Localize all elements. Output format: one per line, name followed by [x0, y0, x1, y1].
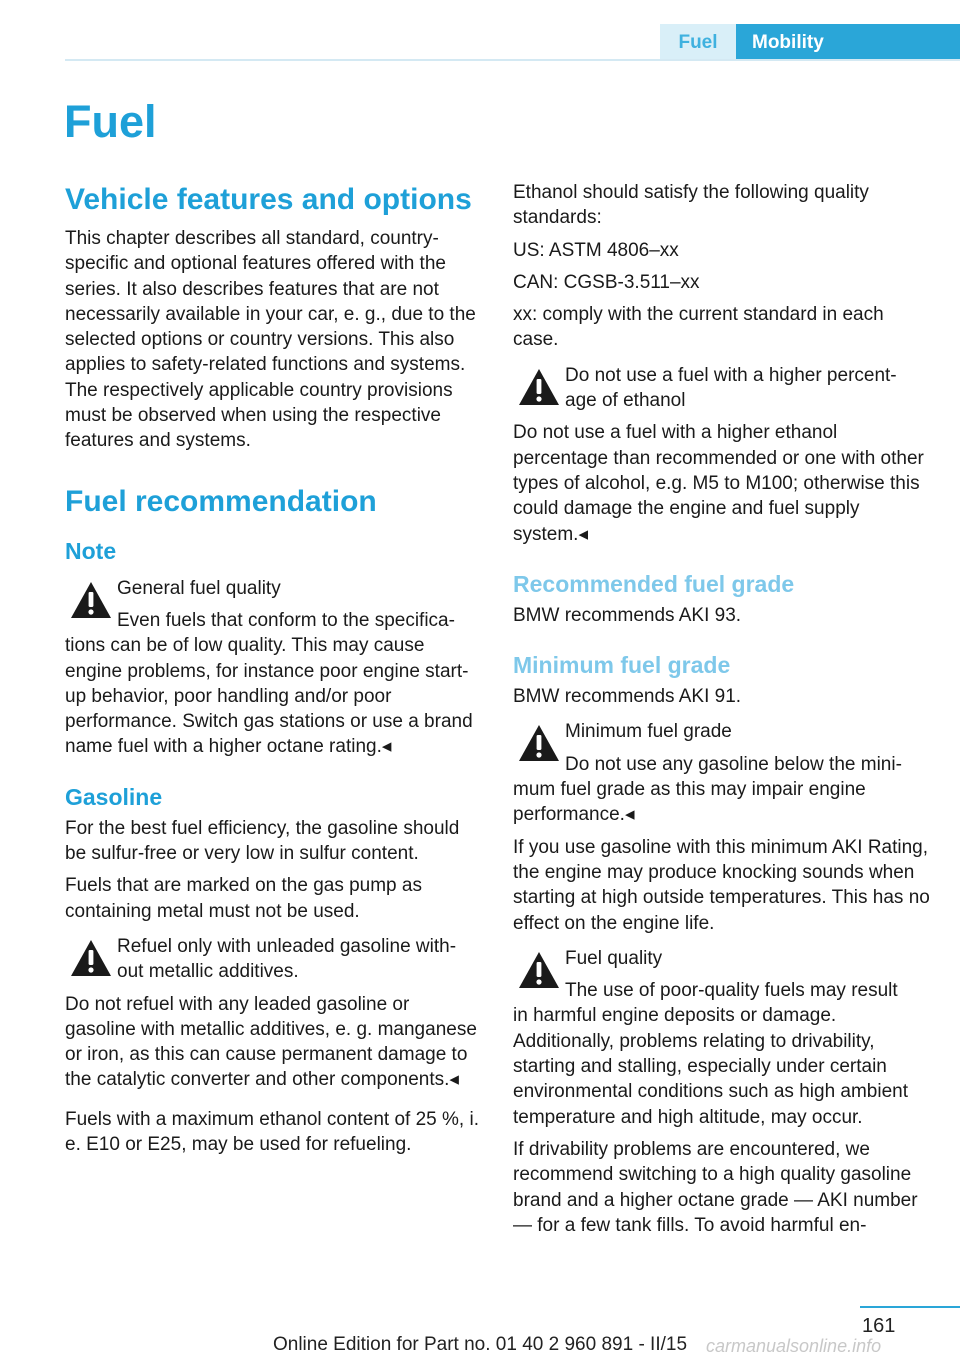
paragraph-us-standard: US: ASTM 4806–xx: [513, 239, 679, 261]
warning-line: age of ethanol: [565, 390, 686, 412]
heading-fuel-recommendation: Fuel recommendation: [65, 484, 377, 518]
header-rule: [65, 59, 960, 61]
heading-minimum-fuel-grade: Minimum fuel grade: [513, 652, 731, 679]
warning-triangle-icon: [513, 723, 565, 763]
left-column: [65, 180, 483, 1164]
paragraph-can-standard: CAN: CGSB-3.511–xx: [513, 271, 700, 293]
header-tab-mobility: Mobility: [736, 24, 960, 61]
page-number: 161: [862, 1315, 896, 1337]
warning-line: The use of poor-quality fuels may result: [565, 980, 898, 1002]
footer-edition: Online Edition for Part no. 01 40 2 960 891 - II/15: [272, 1334, 688, 1355]
watermark: carmanualsonline.info: [706, 1336, 882, 1356]
warning-triangle-icon: [513, 950, 565, 990]
right-column: [513, 180, 931, 1245]
warning-title: Fuel quality: [565, 947, 663, 969]
heading-vehicle-features: Vehicle features and options: [65, 183, 472, 216]
paragraph-ethanol-standards: Ethanol should satisfy the following quality standards:: [513, 182, 869, 229]
paragraph-aki-93: BMW recommends AKI 93.: [513, 604, 742, 626]
warning-fuel-quality: [513, 946, 931, 1130]
warning-title: Minimum fuel grade: [565, 721, 732, 743]
paragraph-knocking-sounds: If you use gasoline with this minimum AKI Rating, the engine may produce knocking sounds when starting at high outside temperatures. This has no effect on the engine life.: [513, 836, 930, 934]
warning-body: mum fuel grade as this may impair engine performance.◂: [513, 779, 866, 826]
paragraph-best-efficiency: For the best fuel efficiency, the gasoline should be sulfur-free or very low in sulfur content.: [65, 817, 460, 865]
warning-ethanol-percentage: [513, 363, 931, 414]
warning-title: General fuel quality: [117, 577, 281, 599]
paragraph-chapter-description: This chapter describes all standard, country-specific and optional features offered with the series. It also describes features that are not necessarily available in your car, e. g., due to the selected options or country versions. This also applies to safety-related functions and systems. The respectively applicable country provisions must be observed when using the respective features and systems.: [65, 228, 476, 452]
warning-unleaded: [65, 934, 483, 985]
page-title: Fuel: [64, 96, 157, 147]
warning-triangle-icon: [65, 580, 117, 620]
warning-line: Refuel only with unleaded gasoline with-: [117, 935, 457, 957]
warning-body: in harmful engine deposits or damage. Additionally, problems relating to drivability, starting and stalling, especially under certain environmental conditions such as high ambient temperature and high altitude, may occur.: [513, 1005, 909, 1128]
warning-line: out metallic additives.: [117, 961, 299, 983]
paragraph-leaded-gasoline: Do not refuel with any leaded gasoline or gasoline with metallic additives, e. g. manganese or iron, as this can cause permanent damage to the catalytic converter and other components.◂: [65, 993, 477, 1091]
heading-note: Note: [65, 537, 117, 564]
paragraph-xx-note: xx: comply with the current standard in each case.: [513, 304, 884, 351]
warning-general-fuel-quality: [65, 576, 483, 760]
paragraph-drivability: If drivability problems are encountered, we recommend switching to a high quality gasoline brand and a higher octane grade — AKI number — for a few tank fills. To avoid harmful en-: [513, 1138, 918, 1236]
warning-triangle-icon: [65, 938, 117, 978]
paragraph-metal-fuels: Fuels that are marked on the gas pump as containing metal must not be used.: [65, 875, 422, 922]
heading-recommended-fuel-grade: Recommended fuel grade: [513, 570, 795, 597]
warning-minimum-fuel-grade: [513, 719, 931, 827]
footer-rule: [860, 1306, 960, 1308]
paragraph-higher-ethanol: Do not use a fuel with a higher ethanol percentage than recommended or one with other types of alcohol, e.g. M5 to M100; otherwise this could damage the engine and fuel supply system.◂: [513, 422, 924, 545]
warning-triangle-icon: [513, 367, 565, 407]
header-tab-fuel: Fuel: [660, 24, 736, 61]
paragraph-aki-91: BMW recommends AKI 91.: [513, 686, 742, 708]
heading-gasoline: Gasoline: [65, 783, 163, 810]
warning-body: tions can be of low quality. This may cause engine problems, for instance poor engine start-up behavior, poor handling and/or poor performance. Switch gas stations or use a brand name fuel with a higher octane rating.◂: [65, 635, 473, 758]
warning-line: Even fuels that conform to the specifica-: [117, 609, 455, 631]
paragraph-ethanol-content: Fuels with a maximum ethanol content of 25 %, i. e. E10 or E25, may be used for refueling.: [65, 1108, 479, 1156]
warning-line: Do not use a fuel with a higher percent-: [565, 364, 897, 386]
warning-line: Do not use any gasoline below the mini-: [565, 753, 902, 775]
